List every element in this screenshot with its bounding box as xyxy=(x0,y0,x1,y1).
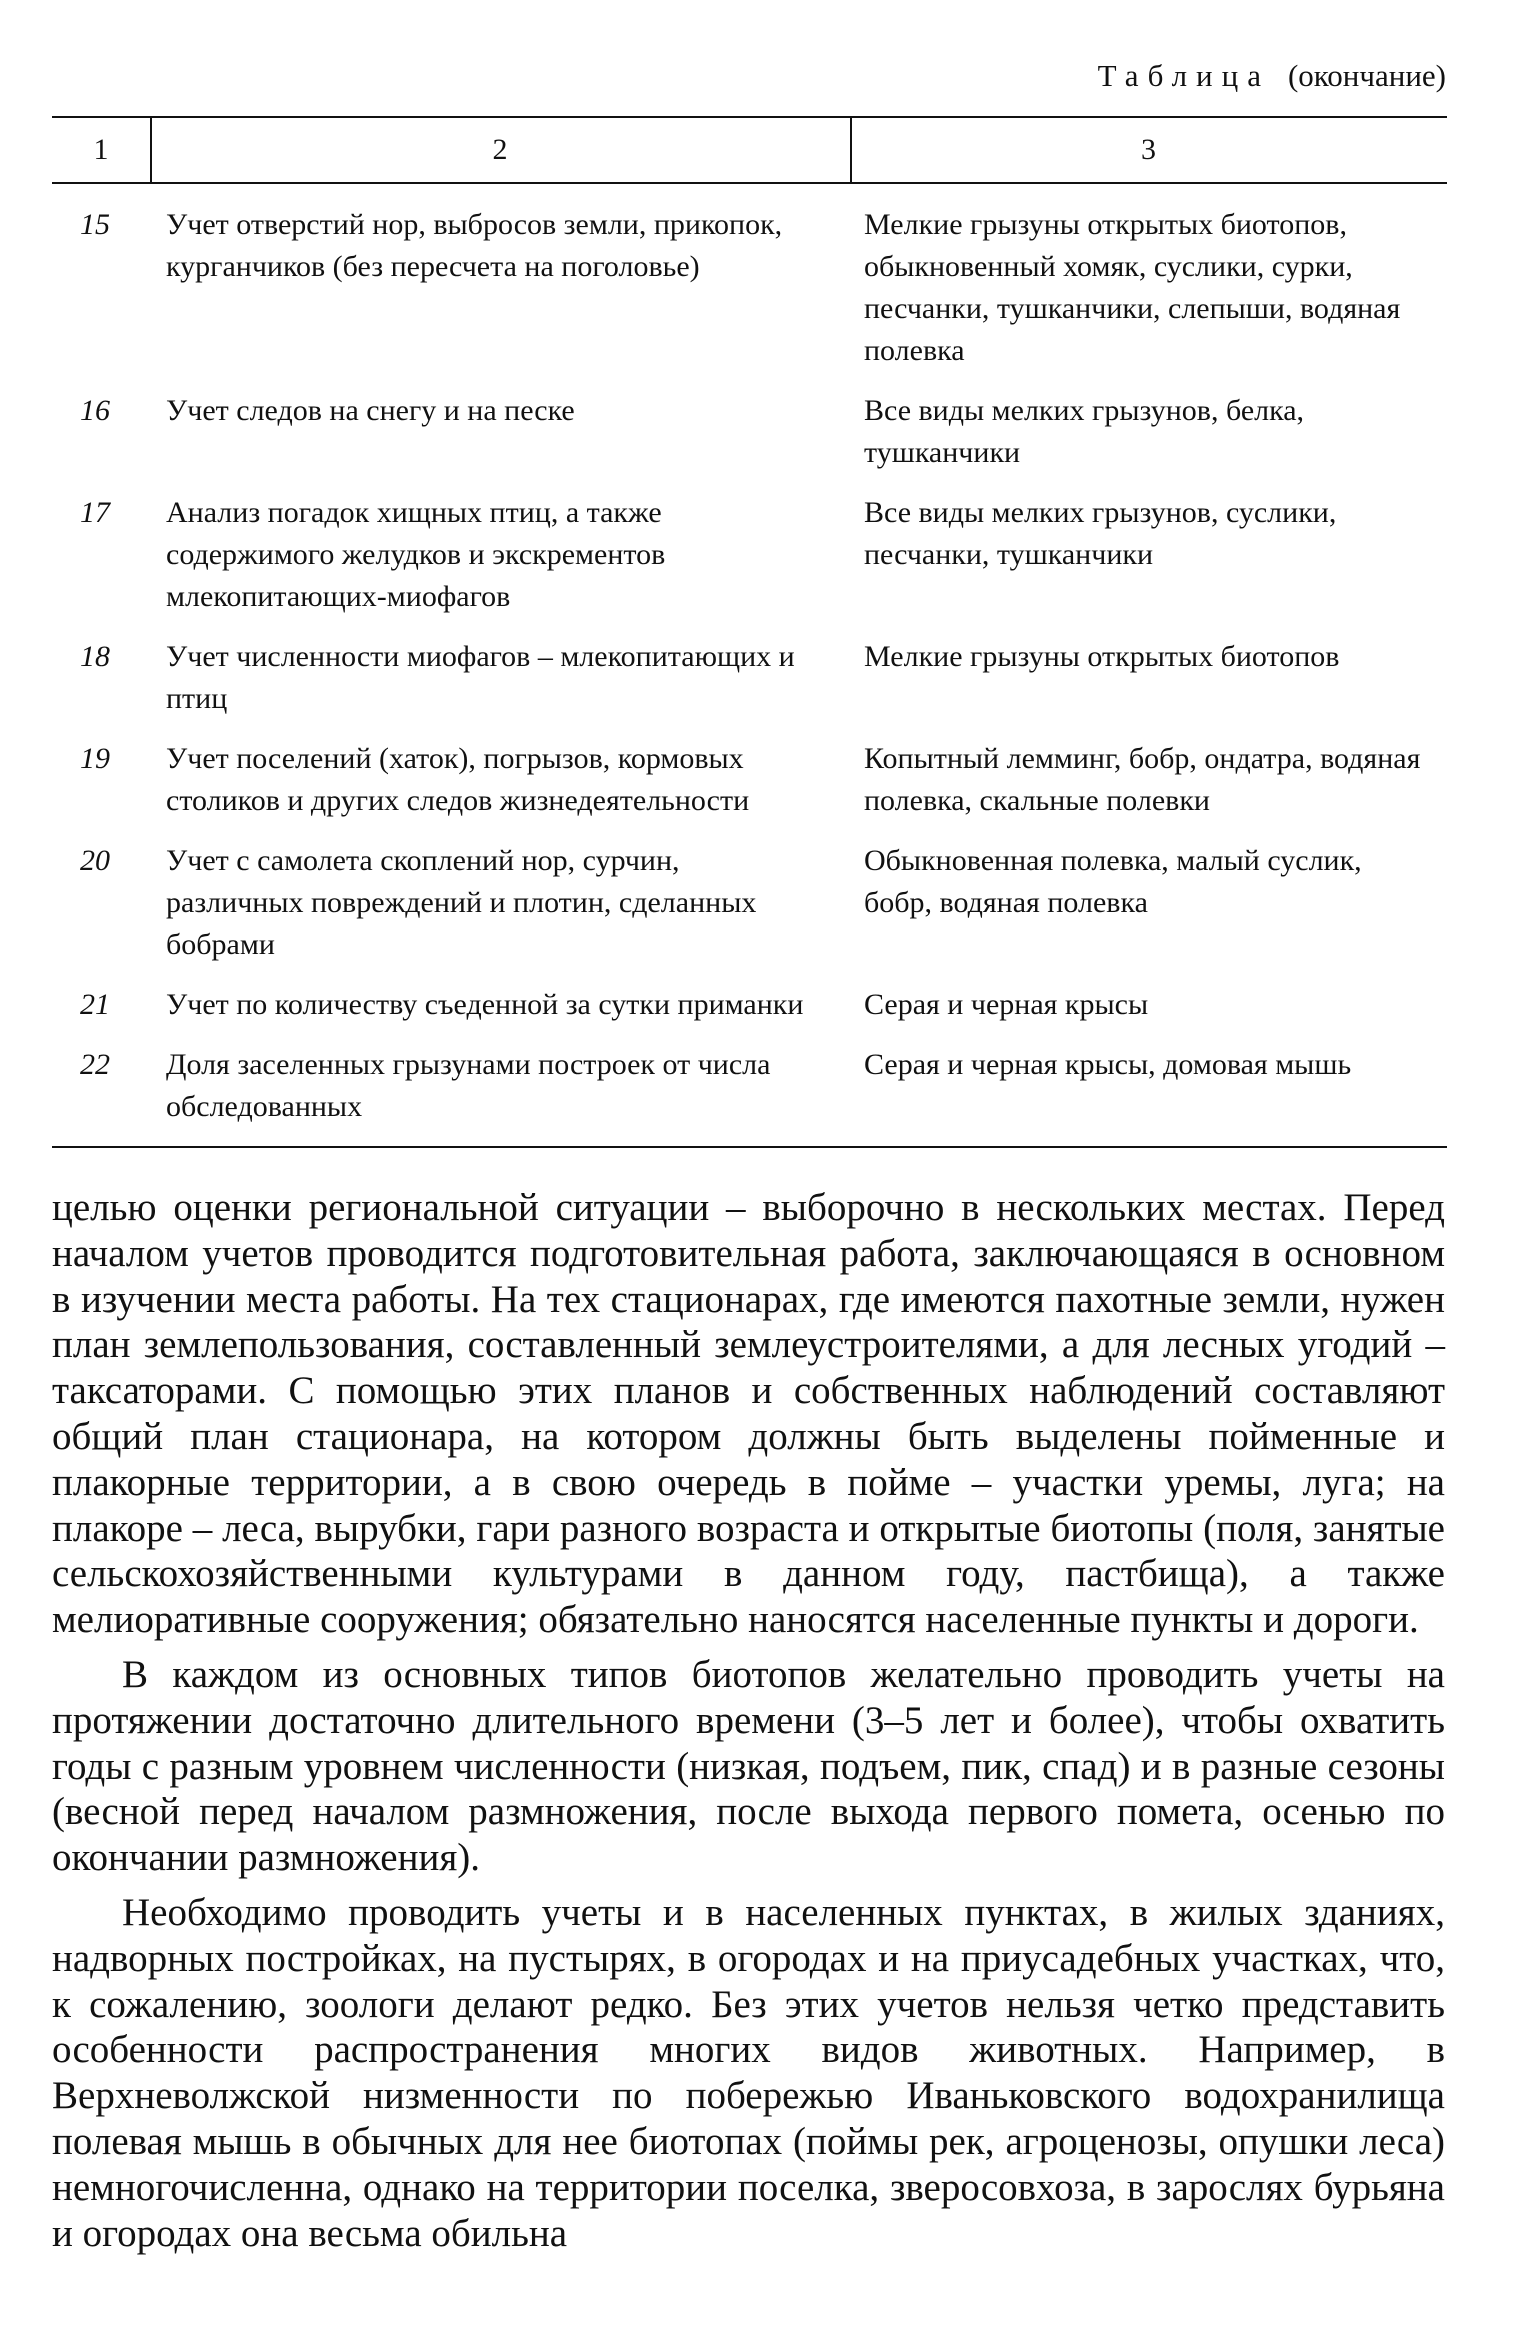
row-species: Мелкие грызуны открытых биотопов xyxy=(864,640,1340,673)
table-header-col-2: 2 xyxy=(492,133,508,166)
table-header-col-1: 1 xyxy=(93,133,109,166)
data-table xyxy=(52,116,1447,1148)
row-species: Серая и черная крысы xyxy=(864,988,1149,1021)
row-species: Все виды мелких грызунов, белка, тушканчики xyxy=(864,394,1305,469)
row-method: Учет следов на снегу и на песке xyxy=(166,394,575,427)
row-species: Мелкие грызуны открытых биотопов, обыкновенный хомяк, суслики, сурки, песчанки, тушканчики, слепыши, водяная полевка xyxy=(864,208,1401,367)
table-row xyxy=(52,840,1447,966)
table-header-col-3: 3 xyxy=(1141,133,1156,166)
row-method: Доля заселенных грызунами построек от числа обследованных xyxy=(166,1048,771,1123)
paragraph: целью оценки региональной ситуации – выборочно в нескольких местах. Перед началом учетов проводится подготовительная работа, заключающаяся в основном в изучении места работы. На тех стационарах, где имеются пахотные земли, нужен план землепользования, составленный землеустроителями, а для лесных угодий – таксаторами. С помощью этих планов и собственных наблюдений составляют общий план стационара, на котором должны быть выделены пойменные и плакорные территории, а в свою очередь в пойме – участки уремы, луга; на плакоре – леса, вырубки, гари разного возраста и открытые биотопы (поля, занятые сельскохозяйственными культурами в данном году, пастбища), а также мелиоративные сооружения; обязательно наносятся населенные пункты и дороги. xyxy=(52,1186,1445,1642)
table-caption-title: Таблица xyxy=(1097,58,1270,93)
table-row xyxy=(52,492,1447,618)
row-method: Учет с самолета скоплений нор, сурчин, различных повреждений и плотин, сделанных бобрами xyxy=(166,844,757,961)
row-method: Учет отверстий нор, выбросов земли, прикопок, курганчиков (без пересчета на поголовье) xyxy=(166,208,783,283)
row-method: Учет по количеству съеденной за сутки приманки xyxy=(166,988,804,1021)
table-caption-note: (окончание) xyxy=(1287,58,1446,93)
table-row xyxy=(52,1044,1447,1128)
row-number: 21 xyxy=(80,988,110,1021)
row-number: 22 xyxy=(80,1048,110,1081)
row-method: Учет численности миофагов – млекопитающих и птиц xyxy=(166,640,795,715)
table-row xyxy=(52,636,1447,720)
table-row xyxy=(52,204,1447,372)
table-bottom-rule xyxy=(52,1146,1447,1148)
row-species: Все виды мелких грызунов, суслики, песчанки, тушканчики xyxy=(864,496,1337,571)
row-number: 19 xyxy=(80,742,110,775)
row-number: 16 xyxy=(80,394,110,427)
table-body xyxy=(52,184,1447,1128)
row-number: 18 xyxy=(80,640,110,673)
table-header xyxy=(52,118,1447,182)
table-row xyxy=(52,984,1447,1026)
row-number: 17 xyxy=(80,496,110,529)
row-species: Копытный лемминг, бобр, ондатра, водяная полевка, скальные полевки xyxy=(864,742,1421,817)
table-caption xyxy=(1098,58,1446,94)
row-method: Учет поселений (хаток), погрызов, кормовых столиков и других следов жизнедеятельности xyxy=(166,742,750,817)
row-species: Обыкновенная полевка, малый суслик, бобр, водяная полевка xyxy=(864,844,1362,919)
paragraph: Необходимо проводить учеты и в населенных пунктах, в жилых зданиях, надворных постройках, на пустырях, в огородах и на приусадебных участках, что, к сожалению, зоологи делают редко. Без этих учетов нельзя четко представить особенности распространения многих видов животных. Например, в Верхневолжской низменности по побережью Иваньковского водохранилища полевая мышь в обычных для нее биотопах (поймы рек, агроценозы, опушки леса) немногочисленна, однако на территории поселка, зверосовхоза, в зарослях бурьяна и огородах она весьма обильна xyxy=(52,1890,1445,2255)
row-number: 15 xyxy=(80,208,110,241)
paragraph: В каждом из основных типов биотопов желательно проводить учеты на протяжении достаточно длительного времени (3–5 лет и более), чтобы охватить годы с разным уровнем численности (низкая, подъем, пик, спад) и в разные сезоны (весной перед началом размножения, после выхода первого помета, осенью по окончании размножения). xyxy=(52,1652,1445,1880)
table-row xyxy=(52,390,1447,474)
table-row xyxy=(52,738,1447,822)
row-method: Анализ погадок хищных птиц, а также содержимого желудков и экскрементов млекопитающих-миофагов xyxy=(166,496,666,613)
body-text xyxy=(52,1185,1445,2265)
row-species: Серая и черная крысы, домовая мышь xyxy=(864,1048,1352,1081)
row-number: 20 xyxy=(80,844,110,877)
